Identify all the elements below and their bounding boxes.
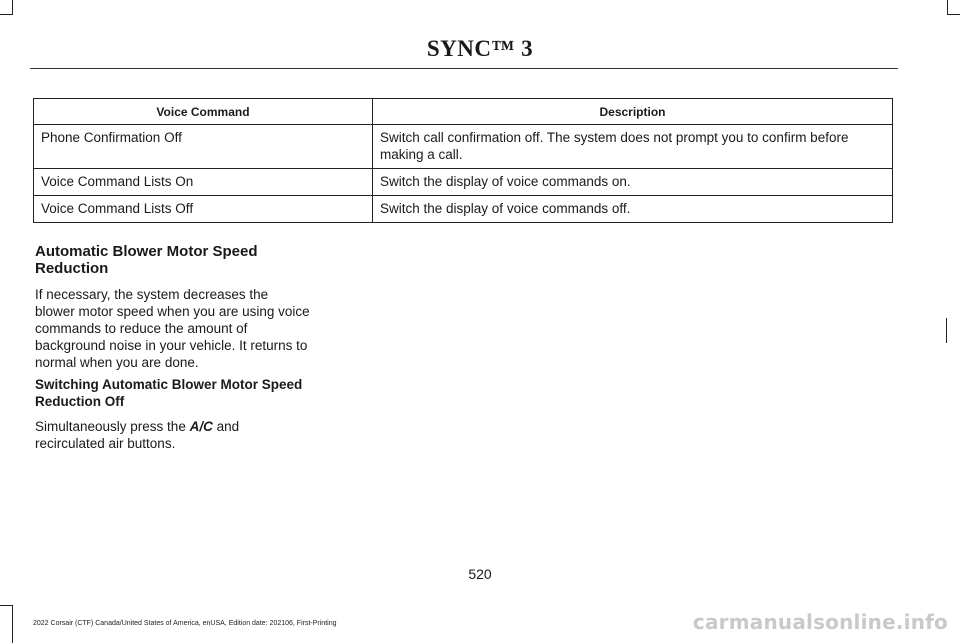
crop-mark-bottom-left-v (12, 605, 13, 643)
crop-mark-top-right-h (947, 14, 960, 15)
instruction-prefix: Simultaneously press the (35, 419, 190, 434)
crop-mark-bottom-left-h (0, 605, 13, 606)
table-cell-command: Voice Command Lists Off (34, 196, 373, 223)
ac-button-label: A/C (189, 419, 213, 434)
instruction-suffix: and recirculated air buttons. (35, 419, 240, 451)
voice-command-table (33, 98, 893, 223)
crop-mark-right-middle (946, 318, 947, 343)
crop-mark-top-left-h (0, 14, 13, 15)
table-cell-command: Phone Confirmation Off (34, 125, 373, 169)
table-row (34, 169, 893, 196)
table-row (34, 125, 893, 169)
column-header-voice-command: Voice Command (34, 99, 373, 125)
footer-edition-info: 2022 Corsair (CTF) Canada/United States of America, enUSA, Edition date: 202106, First-Printing (33, 620, 337, 627)
crop-mark-top-left-v (12, 0, 13, 14)
page-number: 520 (468, 566, 492, 582)
table-header-row (34, 99, 893, 125)
page-title: SYNC™ 3 (426, 36, 534, 61)
section-paragraph: If necessary, the system decreases the blower motor speed when you are using voice commands to reduce the amount of background noise in your vehicle. It returns to normal when you are done. (35, 287, 310, 370)
instruction-paragraph (35, 418, 270, 452)
table-row (34, 196, 893, 223)
table-cell-description: Switch the display of voice commands off. (373, 196, 893, 223)
table-cell-description: Switch call confirmation off. The system does not prompt you to confirm before making a call. (373, 125, 893, 169)
watermark: carmanualsonline.info (692, 610, 948, 634)
table-cell-command: Voice Command Lists On (34, 169, 373, 196)
header-divider (30, 68, 898, 69)
crop-mark-top-right-v (947, 0, 948, 14)
sub-heading: Switching Automatic Blower Motor Speed Reduction Off (35, 377, 303, 409)
table-cell-description: Switch the display of voice commands on. (373, 169, 893, 196)
section-heading: Automatic Blower Motor Speed Reduction (35, 243, 258, 277)
column-header-description: Description (373, 99, 893, 125)
